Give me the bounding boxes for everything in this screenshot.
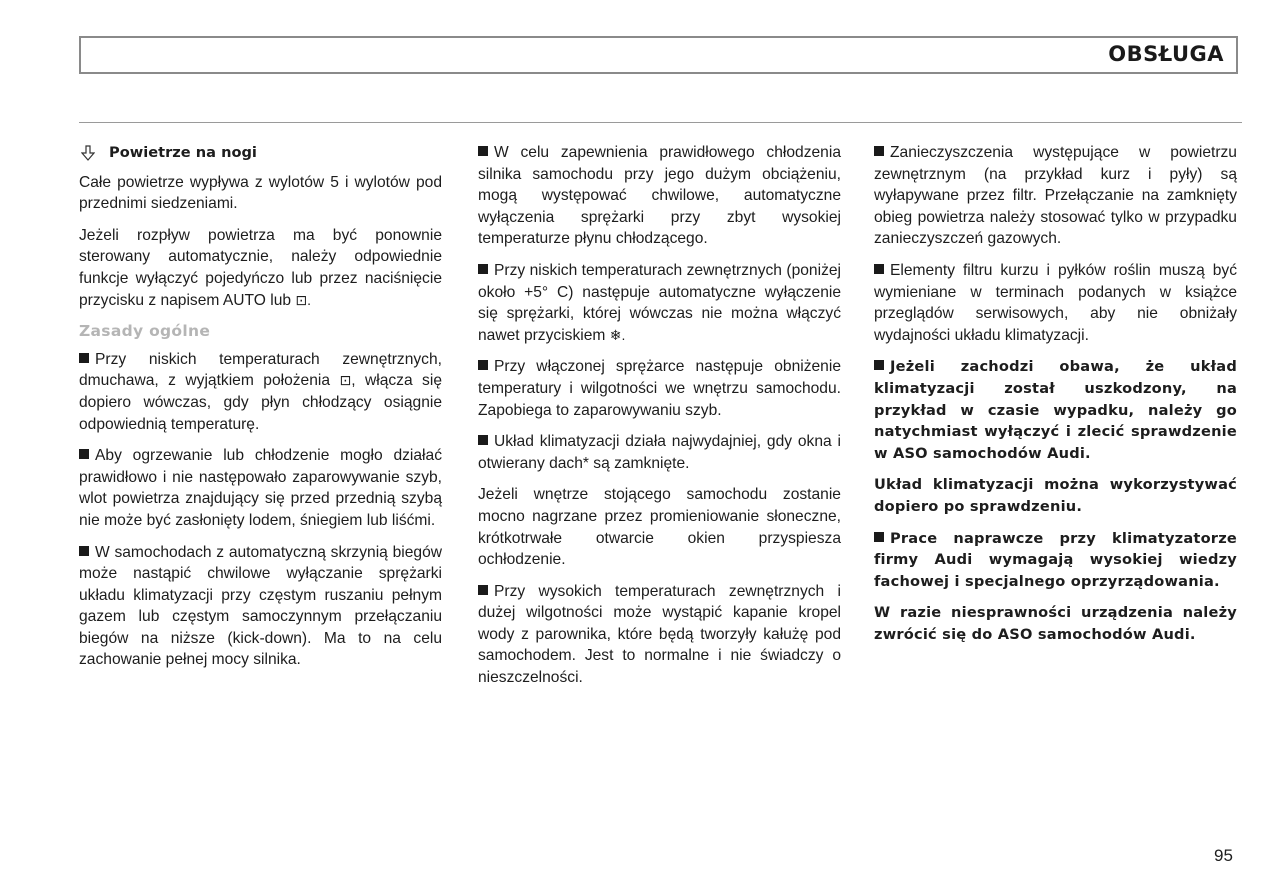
bullet-square-icon xyxy=(874,360,884,370)
warning-paragraph xyxy=(874,528,1237,593)
paragraph-text: W samochodach z automatyczną skrzynią biegów może nastąpić chwilowe wyłączanie sprężarki układu klimatyzacji przy częstym ruszaniu pełnym gazem lub częstym samoczynnym przełączaniu biegów na niższe (kick-down). Ma to na celu zachowanie pełnej mocy silnika. xyxy=(79,543,442,669)
horizontal-divider xyxy=(79,122,1242,123)
page-number: 95 xyxy=(1214,846,1233,865)
section-title: OBSŁUGA xyxy=(1108,42,1224,66)
paragraph-text: Jeżeli zachodzi obawa, że układ klimatyzacji został uszkodzony, na przykład w czasie wypadku, należy go natychmiast wyłączyć i zlecić sprawdzenie w ASO samochodów Audi. xyxy=(874,358,1237,462)
windshield-defrost-icon: ⊡ xyxy=(339,372,352,389)
paragraph-text: Przy niskich temperaturach zewnętrznych (poniżej około +5° C) następuje automatyczne wyłączenie się sprężarki, której wówczas nie można włączyć nawet przyciskiem xyxy=(478,261,841,344)
section-heading: Powietrze na nogi xyxy=(109,144,257,161)
ac-snowflake-icon: ❄. xyxy=(609,326,626,343)
warning-paragraph: W razie niesprawności urządzenia należy zwrócić się do ASO samochodów Audi. xyxy=(874,604,1237,643)
bullet-square-icon xyxy=(79,353,89,363)
bullet-square-icon xyxy=(478,360,488,370)
warning-paragraph: Układ klimatyzacji można wykorzystywać dopiero po sprawdzeniu. xyxy=(874,476,1237,515)
bullet-square-icon xyxy=(478,264,488,274)
paragraph xyxy=(478,142,841,250)
paragraph xyxy=(79,225,442,311)
text-column-2 xyxy=(478,142,841,699)
windshield-defrost-icon: ⊡. xyxy=(295,291,312,308)
bullet-square-icon xyxy=(874,264,884,274)
section-header-box xyxy=(79,36,1238,74)
paragraph-text: Aby ogrzewanie lub chłodzenie mogło działać prawidłowo i nie następowało zaparowywanie szyb, wlot powietrza znajdujący się przed przednią szybą nie może być zasłonięty lodem, śniegiem lub liśćmi. xyxy=(79,447,442,529)
heading-row xyxy=(79,142,442,164)
paragraph-text: Prace naprawcze przy klimatyzatorze firmy Audi wymagają wysokiej wiedzy fachowej i specjalnego oprzyrządowania. xyxy=(874,529,1237,590)
subheading: Zasady ogólne xyxy=(79,322,211,341)
paragraph xyxy=(874,260,1237,346)
paragraph: Jeżeli wnętrze stojącego samochodu zostanie mocno nagrzane przez promieniowanie słoneczne, krótkotrwałe otwarcie okien przyspiesza ochłodzenie. xyxy=(478,486,841,569)
bullet-square-icon xyxy=(874,532,884,542)
paragraph-text: Układ klimatyzacji działa najwydajniej, gdy okna i otwierany dach* są zamknięte. xyxy=(478,433,841,472)
paragraph-text: Jeżeli rozpływ powietrza ma być ponownie sterowany automatycznie, należy odpowiednie funkcje wyłączyć pojedyńczo lub przez naciśnięcie przycisku z napisem AUTO lub xyxy=(79,226,442,309)
paragraph xyxy=(79,445,442,531)
bullet-square-icon xyxy=(478,585,488,595)
bullet-square-icon xyxy=(478,146,488,156)
paragraph xyxy=(79,542,442,672)
paragraph-text: Przy niskich temperaturach zewnętrznych, dmuchawa, z wyjątkiem położenia xyxy=(79,350,442,390)
paragraph xyxy=(478,581,841,689)
bullet-square-icon xyxy=(79,546,89,556)
paragraph xyxy=(478,356,841,421)
paragraph-text: , włącza się dopiero wówczas, gdy płyn chłodzący osiągnie odpowiednią temperaturę. xyxy=(79,372,442,433)
text-column-3 xyxy=(874,142,1237,655)
bullet-square-icon xyxy=(79,449,89,459)
bullet-square-icon xyxy=(478,435,488,445)
paragraph xyxy=(478,260,841,346)
paragraph-text: Zanieczyszczenia występujące w powietrzu zewnętrznym (na przykład kurz i pyły) są wyłapywane przez filtr. Przełączanie na zamknięty obieg powietrza należy stosować tylko w przypadku zanieczyszczeń gazowych. xyxy=(874,144,1237,248)
paragraph-text: Przy wysokich temperaturach zewnętrznych i dużej wilgotności może wystąpić kapanie kropel wody z parownika, które będą tworzyły kałużę pod samochodem. Jest to normalne i nie świadczy o nieszczelności. xyxy=(478,582,841,687)
text-column-1 xyxy=(79,142,442,681)
bullet-square-icon xyxy=(874,146,884,156)
paragraph-text: Elementy filtru kurzu i pyłków roślin muszą być wymieniane w terminach podanych w książce przeglądów serwisowych, aby nie obniżały wydajności układu klimatyzacji. xyxy=(874,261,1237,344)
paragraph: Całe powietrze wypływa z wylotów 5 i wylotów pod przednimi siedzeniami. xyxy=(79,173,442,213)
paragraph-text: Przy włączonej sprężarce następuje obniżenie temperatury i wilgotności we wnętrzu samochodu. Zapobiega to zaparowywaniu szyb. xyxy=(478,358,841,419)
paragraph xyxy=(79,349,442,435)
paragraph-text: W celu zapewnienia prawidłowego chłodzenia silnika samochodu przy jego dużym obciążeniu, mogą występować chwilowe, automatyczne wyłączenia sprężarki przy zbyt wysokiej temperaturze płynu chłodzącego. xyxy=(478,144,841,248)
paragraph xyxy=(478,431,841,474)
warning-paragraph xyxy=(874,356,1237,464)
arrow-down-icon xyxy=(81,145,95,161)
paragraph xyxy=(874,142,1237,250)
